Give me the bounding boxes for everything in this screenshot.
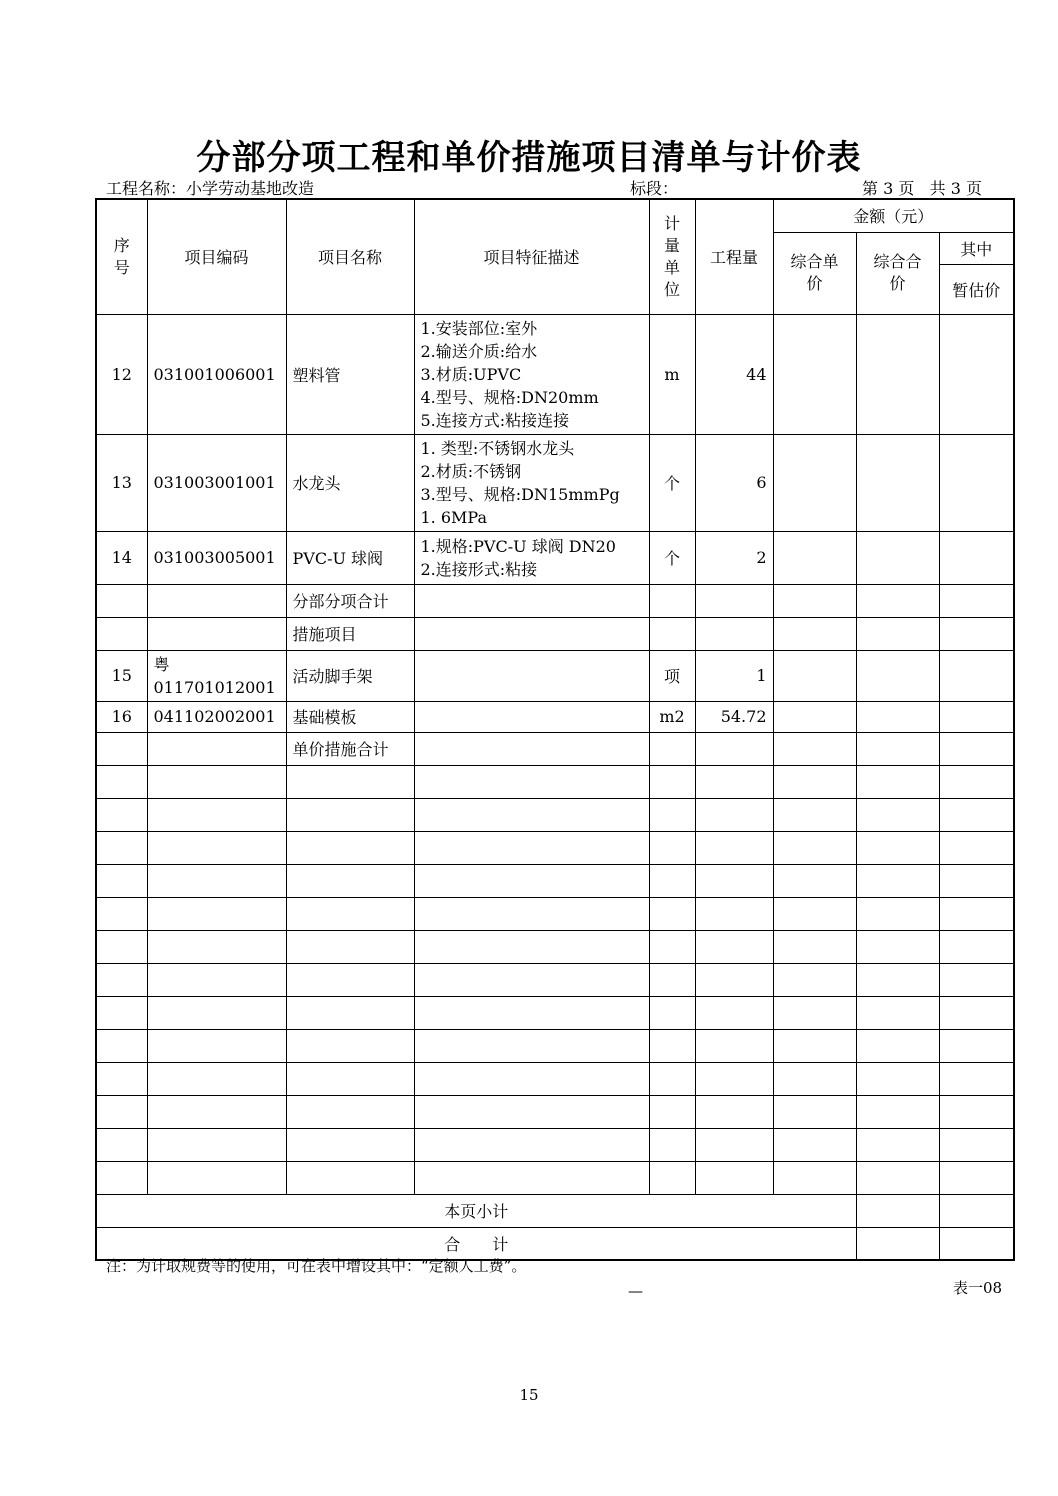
section-label: 标段： [630,179,679,198]
empty-cell [649,1161,695,1194]
empty-cell [856,1095,939,1128]
empty-cell [649,963,695,996]
row-provisional [939,732,1014,765]
empty-cell [939,1062,1014,1095]
row-qty [695,732,773,765]
empty-cell [649,831,695,864]
empty-cell [939,996,1014,1029]
empty-cell [773,1095,856,1128]
empty-cell [649,798,695,831]
empty-cell [96,897,147,930]
page-indicator: 第 3 页 共 3 页 [862,179,982,198]
row-provisional [939,650,1014,701]
empty-cell [649,1128,695,1161]
empty-cell [773,798,856,831]
empty-cell [414,996,649,1029]
desc-line: 1.安装部位:室外 [420,318,538,338]
row-provisional [939,531,1014,584]
desc-line: 2.输送介质:给水 [420,341,538,361]
empty-row [96,798,1014,831]
empty-row [96,1062,1014,1095]
row-provisional [939,434,1014,531]
empty-cell [773,996,856,1029]
empty-cell [856,765,939,798]
empty-cell [695,864,773,897]
empty-cell [773,1029,856,1062]
total-label: 合 计 [96,1227,856,1260]
row-unit-price [773,732,856,765]
empty-cell [147,1128,286,1161]
row-total [856,701,939,732]
header-desc: 项目特征描述 [414,199,649,314]
desc-line: 1. 类型:不锈钢水龙头 [420,438,575,458]
row-unit [649,617,695,650]
empty-cell [414,1095,649,1128]
row-name: 单价措施合计 [286,732,414,765]
row-unit [649,584,695,617]
empty-cell [649,864,695,897]
row-seq [96,584,147,617]
row-qty: 1 [695,650,773,701]
empty-cell [939,897,1014,930]
empty-cell [939,930,1014,963]
empty-cell [939,1128,1014,1161]
empty-cell [856,963,939,996]
empty-cell [286,831,414,864]
empty-cell [695,1128,773,1161]
dash-mark: — [628,1282,643,1300]
table-note: 注：为计取规费等的使用，可在表中增设其中：“定额人工费”。 [106,1257,527,1275]
row-name: 分部分项合计 [286,584,414,617]
desc-line: 5.连接方式:粘接连接 [420,410,570,430]
row-unit [649,732,695,765]
empty-cell [414,798,649,831]
row-seq [96,617,147,650]
empty-row [96,1029,1014,1062]
header-of-which: 其中 [939,232,1014,264]
empty-cell [695,996,773,1029]
row-code [147,617,286,650]
row-total [856,617,939,650]
form-id: 表一08 [953,1279,1003,1297]
empty-cell [96,798,147,831]
row-qty [695,584,773,617]
empty-cell [856,1029,939,1062]
empty-row [96,963,1014,996]
empty-cell [939,1161,1014,1194]
row-unit: m [649,314,695,434]
empty-cell [856,930,939,963]
empty-cell [414,1161,649,1194]
row-unit: 项 [649,650,695,701]
empty-cell [286,1128,414,1161]
empty-cell [773,930,856,963]
pricing-table [95,198,1015,1261]
empty-row [96,930,1014,963]
empty-cell [96,765,147,798]
empty-cell [695,798,773,831]
empty-cell [286,1029,414,1062]
empty-cell [414,963,649,996]
desc-line: 1. 6MPa [420,507,487,527]
empty-cell [147,798,286,831]
row-unit-price [773,531,856,584]
empty-cell [939,864,1014,897]
row-unit-price [773,584,856,617]
row-name: 塑料管 [286,314,414,434]
empty-cell [773,897,856,930]
empty-cell [147,831,286,864]
empty-cell [773,765,856,798]
empty-cell [147,1029,286,1062]
empty-cell [96,996,147,1029]
empty-cell [414,930,649,963]
row-provisional [939,617,1014,650]
empty-cell [695,963,773,996]
empty-cell [695,831,773,864]
empty-row [96,831,1014,864]
empty-cell [414,897,649,930]
page-number: 15 [519,1386,539,1404]
row-qty [695,617,773,650]
row-provisional [939,314,1014,434]
empty-cell [286,1062,414,1095]
empty-cell [939,798,1014,831]
empty-cell [147,996,286,1029]
empty-cell [939,1095,1014,1128]
empty-cell [773,1128,856,1161]
empty-cell [414,1029,649,1062]
empty-cell [147,963,286,996]
empty-cell [414,765,649,798]
empty-cell [649,1095,695,1128]
desc-line: 1.规格:PVC-U 球阀 DN20 [420,536,616,556]
project-name: 工程名称：小学劳动基地改造 [106,179,315,198]
row-total [856,434,939,531]
empty-cell [286,864,414,897]
empty-cell [856,798,939,831]
empty-cell [147,1161,286,1194]
empty-cell [939,765,1014,798]
row-desc [414,732,649,765]
empty-row [96,1161,1014,1194]
table-row [96,434,1014,531]
empty-cell [96,864,147,897]
empty-cell [856,996,939,1029]
row-provisional [939,584,1014,617]
row-seq [96,732,147,765]
empty-row [96,1128,1014,1161]
empty-cell [96,930,147,963]
table-row [96,584,1014,617]
desc-line: 3.型号、规格:DN15mmPg [420,484,620,504]
empty-cell [286,996,414,1029]
row-qty: 2 [695,531,773,584]
row-seq: 15 [96,650,147,701]
row-unit-price [773,650,856,701]
row-unit-price [773,314,856,434]
subtotal-row [96,1194,1014,1227]
empty-cell [856,897,939,930]
empty-cell [147,930,286,963]
empty-cell [286,798,414,831]
empty-cell [147,1062,286,1095]
empty-cell [773,1161,856,1194]
row-code: 031003005001 [147,531,286,584]
empty-cell [96,1095,147,1128]
empty-cell [649,765,695,798]
empty-cell [939,831,1014,864]
row-seq: 13 [96,434,147,531]
row-name: 基础模板 [286,701,414,732]
empty-cell [773,864,856,897]
row-unit-price [773,434,856,531]
empty-cell [286,1161,414,1194]
row-total [856,650,939,701]
row-seq: 16 [96,701,147,732]
row-unit: m2 [649,701,695,732]
empty-cell [856,1161,939,1194]
empty-row [96,897,1014,930]
row-name: PVC-U 球阀 [286,531,414,584]
empty-cell [856,1062,939,1095]
table-row [96,650,1014,701]
empty-cell [856,831,939,864]
row-desc [414,701,649,732]
empty-cell [695,765,773,798]
empty-cell [147,765,286,798]
row-qty: 6 [695,434,773,531]
header-seq: 序 号 [96,199,147,314]
empty-cell [649,1062,695,1095]
empty-cell [695,1095,773,1128]
desc-line: 2.连接形式:粘接 [420,559,538,579]
row-desc [414,584,649,617]
row-code: 031003001001 [147,434,286,531]
row-desc [414,531,649,584]
row-name: 水龙头 [286,434,414,531]
empty-row [96,996,1014,1029]
empty-cell [286,897,414,930]
row-code: 粤 011701012001 [147,650,286,701]
empty-cell [96,1062,147,1095]
empty-cell [695,1161,773,1194]
row-provisional [939,701,1014,732]
row-name: 活动脚手架 [286,650,414,701]
empty-cell [414,1062,649,1095]
empty-cell [773,831,856,864]
empty-cell [939,1029,1014,1062]
row-qty: 54.72 [695,701,773,732]
empty-cell [96,963,147,996]
page-title: 分部分项工程和单价措施项目清单与计价表 [196,138,862,178]
empty-cell [286,963,414,996]
table-row [96,314,1014,434]
empty-cell [96,831,147,864]
empty-cell [414,1128,649,1161]
empty-cell [649,996,695,1029]
row-code [147,584,286,617]
desc-line: 4.型号、规格:DN20mm [420,387,599,407]
table-row [96,531,1014,584]
row-unit-price [773,617,856,650]
header-unit: 计 量 单 位 [649,199,695,314]
empty-row [96,864,1014,897]
empty-cell [147,864,286,897]
row-code [147,732,286,765]
table-row [96,701,1014,732]
row-code: 031001006001 [147,314,286,434]
empty-cell [773,963,856,996]
empty-cell [147,1095,286,1128]
row-unit: 个 [649,531,695,584]
empty-cell [414,831,649,864]
empty-cell [649,897,695,930]
empty-cell [856,864,939,897]
row-desc [414,650,649,701]
empty-cell [939,963,1014,996]
desc-line: 2.材质:不锈钢 [420,461,522,481]
empty-row [96,1095,1014,1128]
header-provisional: 暂估价 [939,264,1014,314]
empty-cell [286,765,414,798]
row-code: 041102002001 [147,701,286,732]
empty-cell [695,1029,773,1062]
empty-cell [286,930,414,963]
row-total [856,314,939,434]
header-name: 项目名称 [286,199,414,314]
table-row [96,732,1014,765]
row-qty: 44 [695,314,773,434]
empty-cell [649,930,695,963]
row-total [856,732,939,765]
row-total [856,531,939,584]
empty-cell [286,1095,414,1128]
row-desc [414,314,649,434]
row-unit: 个 [649,434,695,531]
empty-cell [96,1029,147,1062]
empty-cell [414,864,649,897]
row-desc [414,617,649,650]
header-qty: 工程量 [695,199,773,314]
empty-row [96,765,1014,798]
empty-cell [695,897,773,930]
table-row [96,617,1014,650]
empty-cell [695,1062,773,1095]
header-unit-price: 综合单 价 [773,232,856,314]
row-unit-price [773,701,856,732]
header-amount: 金额（元） [773,199,1014,232]
row-desc [414,434,649,531]
empty-cell [773,1062,856,1095]
empty-cell [96,1161,147,1194]
empty-cell [856,1128,939,1161]
empty-cell [96,1128,147,1161]
empty-cell [695,930,773,963]
row-seq: 14 [96,531,147,584]
header-code: 项目编码 [147,199,286,314]
empty-cell [147,897,286,930]
row-seq: 12 [96,314,147,434]
desc-line: 3.材质:UPVC [420,364,522,384]
page-subtotal-label: 本页小计 [96,1194,856,1227]
header-total: 综合合 价 [856,232,939,314]
row-total [856,584,939,617]
empty-cell [649,1029,695,1062]
row-name: 措施项目 [286,617,414,650]
